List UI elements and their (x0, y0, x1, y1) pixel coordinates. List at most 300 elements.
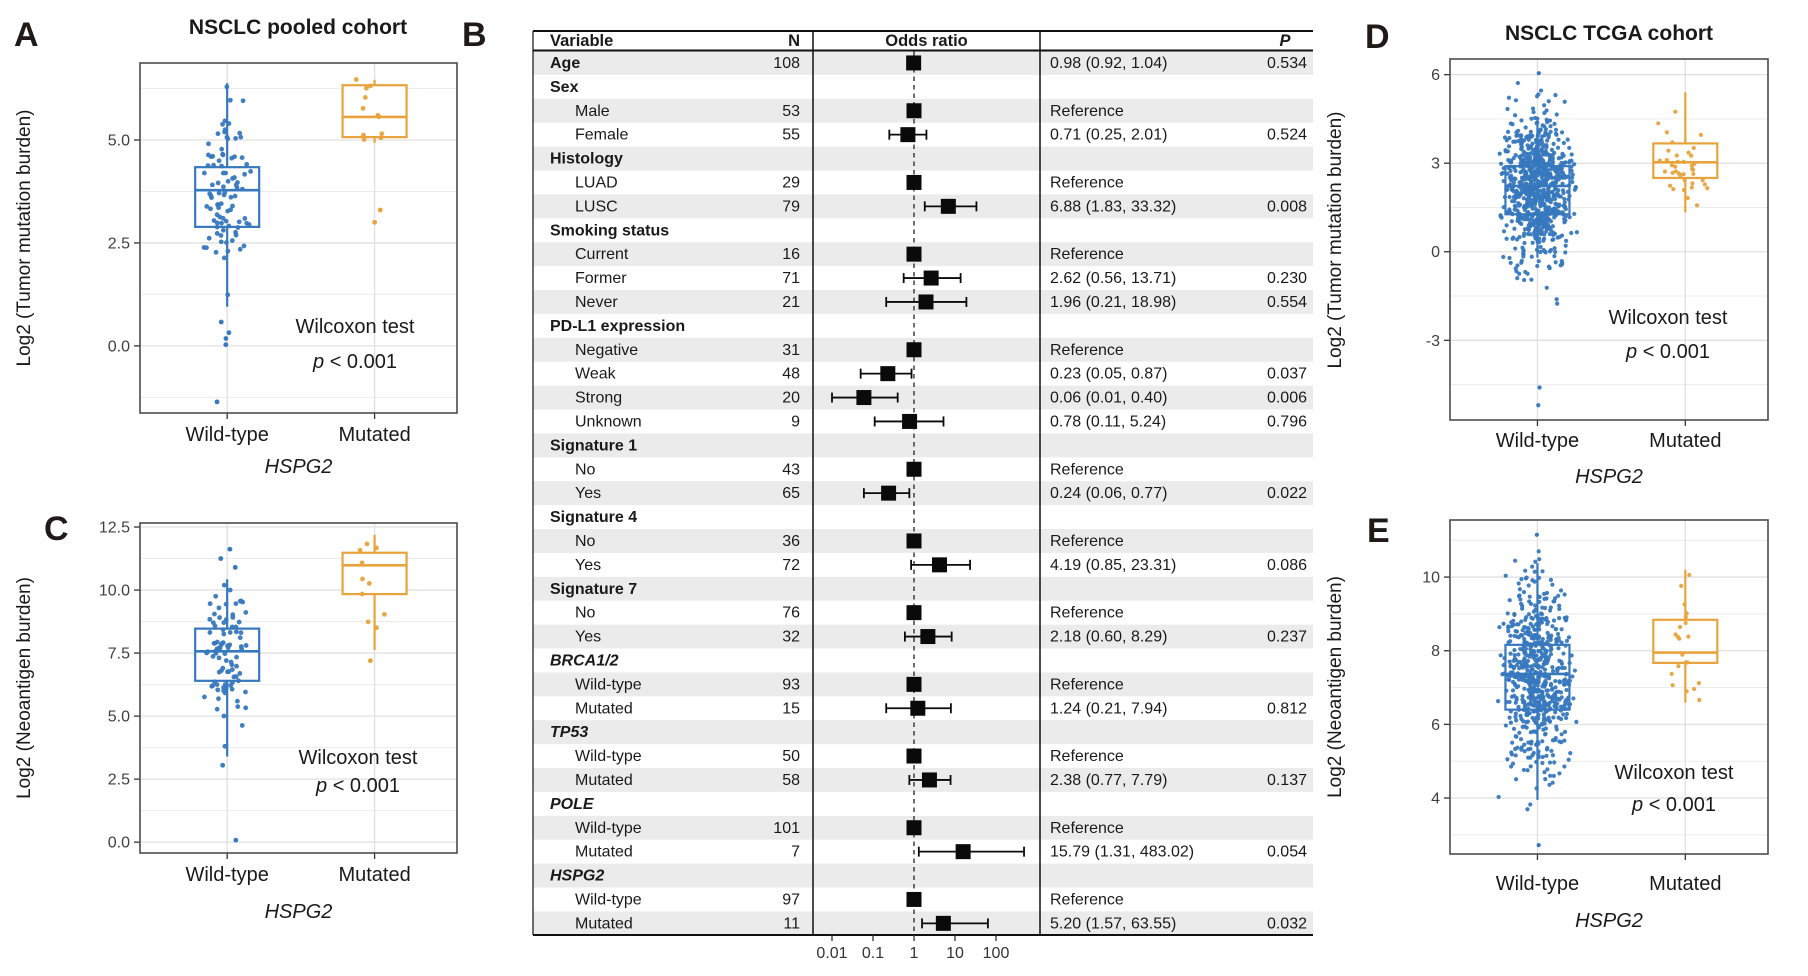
odds-ratio-square (924, 271, 939, 286)
jitter-point (1541, 145, 1545, 149)
x-category-label: Wild-type (185, 864, 269, 886)
jitter-point (1546, 688, 1550, 692)
jitter-point (1543, 672, 1547, 676)
jitter-point (1505, 211, 1509, 215)
jitter-point (202, 245, 207, 250)
row-odds-ratio-text: Reference (1050, 819, 1124, 837)
jitter-point (1500, 215, 1504, 219)
jitter-point (1690, 181, 1694, 185)
jitter-point (366, 619, 371, 624)
jitter-point (225, 135, 230, 140)
jitter-point (1543, 732, 1547, 736)
jitter-point (1567, 758, 1571, 762)
jitter-point (1502, 663, 1506, 667)
jitter-point (229, 195, 234, 200)
odds-ratio-square (900, 127, 915, 142)
jitter-point (1534, 158, 1538, 162)
box (195, 167, 259, 227)
jitter-point (238, 635, 243, 640)
jitter-point (1545, 208, 1549, 212)
jitter-point (1525, 161, 1529, 165)
row-variable-label: Sex (550, 78, 579, 96)
jitter-point (1536, 688, 1540, 692)
jitter-point (217, 615, 222, 620)
jitter-point (1553, 202, 1557, 206)
row-n-value: 20 (782, 389, 800, 407)
row-variable-label: Unknown (575, 413, 642, 431)
jitter-point (1564, 239, 1568, 243)
x-axis-title-gene: HSPG2 (1575, 910, 1643, 932)
jitter-point (1509, 709, 1513, 713)
jitter-point (1563, 160, 1567, 164)
row-p-value: 0.796 (1266, 413, 1307, 431)
jitter-point (1542, 111, 1546, 115)
jitter-point (1656, 121, 1660, 125)
jitter-point (1507, 96, 1511, 100)
jitter-point (1532, 178, 1536, 182)
jitter-point (1535, 622, 1539, 626)
jitter-point (1517, 211, 1521, 215)
jitter-point (234, 629, 239, 634)
jitter-point (354, 77, 359, 82)
jitter-point (1543, 777, 1547, 781)
jitter-point (222, 651, 227, 656)
row-n-value: 58 (782, 772, 800, 789)
jitter-point (215, 640, 220, 645)
panel-a-c-boxplots (0, 0, 460, 976)
plot-border (140, 63, 457, 413)
outlier-point (1537, 385, 1541, 389)
jitter-point (241, 98, 246, 103)
jitter-point (1529, 622, 1533, 626)
jitter-point (1522, 241, 1526, 245)
jitter-point (217, 645, 222, 650)
jitter-point (1701, 178, 1705, 182)
jitter-point (1552, 122, 1556, 126)
jitter-point (1510, 237, 1514, 241)
jitter-point (1506, 611, 1510, 615)
jitter-point (1685, 689, 1689, 693)
or-axis-tick-label: 100 (982, 945, 1010, 962)
row-variable-label: No (575, 533, 596, 550)
jitter-point (1502, 205, 1506, 209)
outlier-point (1536, 403, 1540, 407)
jitter-point (1533, 560, 1537, 564)
jitter-point (1529, 278, 1533, 282)
jitter-point (1545, 286, 1549, 290)
jitter-point (1538, 649, 1542, 653)
jitter-point (1553, 679, 1557, 683)
jitter-point (1516, 139, 1520, 143)
y-tick-label: 10 (1422, 569, 1440, 587)
jitter-point (1547, 227, 1551, 231)
jitter-point (230, 615, 235, 620)
jitter-point (1535, 225, 1539, 229)
jitter-point (243, 610, 248, 615)
odds-ratio-square (918, 294, 933, 309)
jitter-point (1521, 161, 1525, 165)
jitter-point (1518, 191, 1522, 195)
jitter-point (1514, 735, 1518, 739)
jitter-point (1513, 559, 1517, 563)
jitter-point (1562, 174, 1566, 178)
jitter-point (1519, 134, 1523, 138)
x-category-label: Wild-type (1495, 430, 1580, 452)
row-p-value: 0.230 (1266, 270, 1307, 288)
jitter-point (219, 239, 224, 244)
jitter-point (1535, 264, 1539, 268)
jitter-point (1560, 182, 1564, 186)
jitter-point (1510, 187, 1514, 191)
jitter-point (222, 583, 227, 588)
jitter-point (1507, 256, 1511, 260)
row-odds-ratio-text: Reference (1050, 604, 1124, 622)
jitter-point (234, 655, 239, 660)
outlier-point (233, 838, 238, 843)
jitter-point (215, 225, 220, 230)
jitter-point (1555, 297, 1559, 301)
row-variable-label: No (575, 461, 596, 479)
row-variable-label: Mutated (575, 843, 633, 861)
jitter-point (364, 86, 369, 91)
jitter-point (1533, 570, 1537, 574)
jitter-point (1550, 162, 1554, 166)
odds-ratio-square (910, 701, 925, 716)
outlier-point (1537, 843, 1541, 847)
jitter-point (1537, 557, 1541, 561)
y-tick-label: 6 (1431, 67, 1440, 85)
jitter-point (1566, 138, 1570, 142)
jitter-point (1542, 592, 1546, 596)
panel-letter: E (1367, 512, 1390, 550)
row-p-value: 0.554 (1266, 294, 1307, 311)
row-odds-ratio-text: Reference (1050, 246, 1124, 264)
jitter-point (1533, 641, 1537, 645)
jitter-point (1523, 724, 1527, 728)
row-variable-label: Signature 7 (550, 580, 638, 598)
y-tick-label: 8 (1431, 643, 1440, 661)
jitter-point (236, 225, 241, 230)
jitter-point (221, 688, 226, 693)
jitter-point (1506, 130, 1510, 134)
jitter-point (1512, 227, 1516, 231)
jitter-point (227, 642, 232, 647)
jitter-point (1554, 627, 1558, 631)
odds-ratio-square (936, 916, 951, 931)
jitter-point (1521, 719, 1525, 723)
jitter-point (1519, 633, 1523, 637)
jitter-point (216, 205, 221, 210)
jitter-point (1573, 668, 1577, 672)
jitter-point (1533, 219, 1537, 223)
jitter-point (1543, 250, 1547, 254)
jitter-point (1523, 569, 1527, 573)
jitter-point (1540, 612, 1544, 616)
jitter-point (1531, 107, 1535, 111)
jitter-point (1558, 680, 1562, 684)
jitter-point (1519, 187, 1523, 191)
jitter-point (1517, 666, 1521, 670)
jitter-point (1548, 124, 1552, 128)
row-odds-ratio-text: 4.19 (0.85, 23.31) (1050, 556, 1177, 574)
jitter-point (1517, 731, 1521, 735)
jitter-point (1558, 174, 1562, 178)
jitter-point (1548, 774, 1552, 778)
jitter-point (1535, 742, 1539, 746)
jitter-point (1572, 212, 1576, 216)
jitter-point (1532, 110, 1536, 114)
jitter-point (237, 671, 242, 676)
jitter-point (379, 135, 384, 140)
odds-ratio-square (907, 342, 922, 357)
jitter-point (1527, 194, 1531, 198)
jitter-point (1522, 217, 1526, 221)
jitter-point (1528, 802, 1532, 806)
jitter-point (1533, 729, 1537, 733)
jitter-point (1516, 652, 1520, 656)
table-row-shade (533, 529, 1313, 553)
jitter-point (1538, 202, 1542, 206)
jitter-point (1559, 708, 1563, 712)
jitter-point (1515, 219, 1519, 223)
jitter-point (223, 171, 228, 176)
jitter-point (1506, 158, 1510, 162)
jitter-point (1540, 617, 1544, 621)
jitter-point (238, 247, 243, 252)
jitter-point (1538, 670, 1542, 674)
jitter-point (1567, 635, 1571, 639)
jitter-point (1568, 215, 1572, 219)
jitter-point (1671, 683, 1675, 687)
jitter-point (1515, 629, 1519, 633)
jitter-point (217, 605, 222, 610)
outlier-point (1535, 533, 1539, 537)
jitter-point (1520, 259, 1524, 263)
jitter-point (239, 630, 244, 635)
jitter-point (238, 135, 243, 140)
y-axis-title: Log2 (Tumor mutation burden) (1325, 111, 1346, 369)
row-variable-label: Current (575, 246, 629, 264)
row-odds-ratio-text: 2.38 (0.77, 7.79) (1050, 772, 1168, 789)
y-tick-label: 10.0 (98, 582, 130, 600)
y-axis-title: Log2 (Tumor mutation burden) (14, 109, 35, 367)
odds-ratio-square (907, 749, 922, 764)
row-p-value: 0.006 (1266, 389, 1307, 407)
jitter-point (1528, 654, 1532, 658)
jitter-point (1549, 645, 1553, 649)
jitter-point (1533, 195, 1537, 199)
jitter-point (1563, 644, 1567, 648)
jitter-point (1682, 602, 1686, 606)
jitter-point (1527, 633, 1531, 637)
jitter-point (1547, 217, 1551, 221)
row-n-value: 79 (782, 198, 800, 216)
jitter-point (1537, 240, 1541, 244)
jitter-point (1512, 694, 1516, 698)
jitter-point (1553, 187, 1557, 191)
jitter-point (1519, 737, 1523, 741)
jitter-point (1508, 165, 1512, 169)
table-row-shade (533, 577, 1313, 601)
jitter-point (1536, 614, 1540, 618)
jitter-point (1570, 653, 1574, 657)
jitter-point (1543, 606, 1547, 610)
jitter-point (1552, 254, 1556, 258)
jitter-point (208, 630, 213, 635)
jitter-point (1531, 655, 1535, 659)
row-n-value: 9 (791, 413, 800, 431)
jitter-point (1564, 688, 1568, 692)
jitter-point (221, 640, 226, 645)
jitter-point (1540, 569, 1544, 573)
x-axis-title-gene: HSPG2 (264, 901, 333, 923)
jitter-point (1530, 716, 1534, 720)
jitter-point (220, 666, 225, 671)
jitter-point (1556, 594, 1560, 598)
jitter-point (1523, 206, 1527, 210)
table-row-shade (533, 242, 1313, 266)
jitter-point (1525, 807, 1529, 811)
stat-test-label: Wilcoxon test (1608, 307, 1728, 329)
jitter-point (1521, 167, 1525, 171)
jitter-point (358, 548, 363, 553)
jitter-point (1557, 638, 1561, 642)
row-odds-ratio-text: Reference (1050, 102, 1124, 120)
jitter-point (1514, 193, 1518, 197)
jitter-point (1528, 595, 1532, 599)
row-n-value: 11 (783, 915, 800, 933)
jitter-point (1504, 223, 1508, 227)
jitter-point (239, 647, 244, 652)
jitter-point (1512, 612, 1516, 616)
jitter-point (1552, 760, 1556, 764)
y-tick-label: 2.5 (107, 771, 130, 789)
row-variable-label: Wild-type (575, 748, 642, 766)
jitter-point (1536, 724, 1540, 728)
jitter-point (1686, 196, 1690, 200)
row-variable-label: Strong (575, 389, 623, 407)
outlier-point (219, 320, 224, 325)
jitter-point (1559, 588, 1563, 592)
row-n-value: 53 (782, 102, 800, 120)
outlier-point (1537, 71, 1541, 75)
jitter-point (1529, 703, 1533, 707)
jitter-point (1545, 118, 1549, 122)
row-n-value: 65 (782, 485, 800, 503)
jitter-point (1504, 149, 1508, 153)
jitter-point (1684, 621, 1688, 625)
jitter-point (1680, 653, 1684, 657)
table-row-shade (533, 433, 1313, 457)
jitter-point (1502, 229, 1506, 233)
jitter-point (1533, 236, 1537, 240)
row-odds-ratio-text: Reference (1050, 676, 1124, 694)
jitter-point (1527, 627, 1531, 631)
jitter-point (234, 625, 239, 630)
row-variable-label: Weak (575, 365, 616, 383)
jitter-point (1503, 135, 1507, 139)
jitter-point (1556, 632, 1560, 636)
jitter-point (1533, 603, 1537, 607)
jitter-point (232, 674, 237, 679)
jitter-point (1545, 640, 1549, 644)
plot-border (140, 523, 457, 853)
jitter-point (1549, 749, 1553, 753)
jitter-point (1533, 116, 1537, 120)
jitter-point (1504, 723, 1508, 727)
jitter-point (1504, 574, 1508, 578)
jitter-point (1570, 674, 1574, 678)
jitter-point (232, 154, 237, 159)
jitter-point (1557, 659, 1561, 663)
row-n-value: 31 (782, 341, 800, 359)
jitter-point (1567, 706, 1571, 710)
p-value-label: p < 0.001 (316, 775, 400, 797)
jitter-point (213, 594, 218, 599)
odds-ratio-square (856, 390, 871, 405)
jitter-point (1561, 679, 1565, 683)
jitter-point (1520, 246, 1524, 250)
jitter-point (1551, 599, 1555, 603)
jitter-point (1536, 150, 1540, 154)
odds-ratio-square (907, 103, 922, 118)
column-header-n: N (788, 32, 800, 50)
jitter-point (1527, 612, 1531, 616)
jitter-point (1501, 255, 1505, 259)
jitter-point (230, 667, 235, 672)
jitter-point (1497, 795, 1501, 799)
jitter-point (1552, 168, 1556, 172)
jitter-point (1501, 171, 1505, 175)
jitter-point (236, 678, 241, 683)
jitter-point (1705, 186, 1709, 190)
outlier-point (372, 220, 377, 225)
jitter-point (1537, 196, 1541, 200)
jitter-point (1679, 584, 1683, 588)
jitter-point (1530, 134, 1534, 138)
jitter-point (1550, 176, 1554, 180)
jitter-point (1683, 178, 1687, 182)
table-row-shade (533, 51, 1313, 75)
jitter-point (1562, 141, 1566, 145)
table-row-shade (533, 672, 1313, 696)
y-tick-label: 2.5 (107, 235, 130, 253)
jitter-point (1564, 244, 1568, 248)
jitter-point (1507, 678, 1511, 682)
jitter-point (1546, 152, 1550, 156)
row-odds-ratio-text: 0.71 (0.25, 2.01) (1050, 126, 1168, 144)
jitter-point (1514, 205, 1518, 209)
jitter-point (1563, 730, 1567, 734)
jitter-point (1535, 94, 1539, 98)
row-n-value: 108 (773, 55, 800, 72)
plot-border (1450, 59, 1768, 420)
jitter-point (1517, 708, 1521, 712)
row-n-value: 72 (782, 556, 800, 574)
jitter-point (1557, 771, 1561, 775)
row-variable-label: POLE (550, 795, 594, 813)
row-variable-label: BRCA1/2 (550, 652, 619, 670)
y-axis-title: Log2 (Neoantigen burden) (1325, 576, 1346, 798)
jitter-point (1514, 266, 1518, 270)
jitter-point (1682, 160, 1686, 164)
jitter-point (1514, 718, 1518, 722)
jitter-point (1573, 188, 1577, 192)
row-n-value: 29 (782, 174, 800, 192)
jitter-point (1519, 144, 1523, 148)
jitter-point (1568, 661, 1572, 665)
jitter-point (226, 224, 231, 229)
